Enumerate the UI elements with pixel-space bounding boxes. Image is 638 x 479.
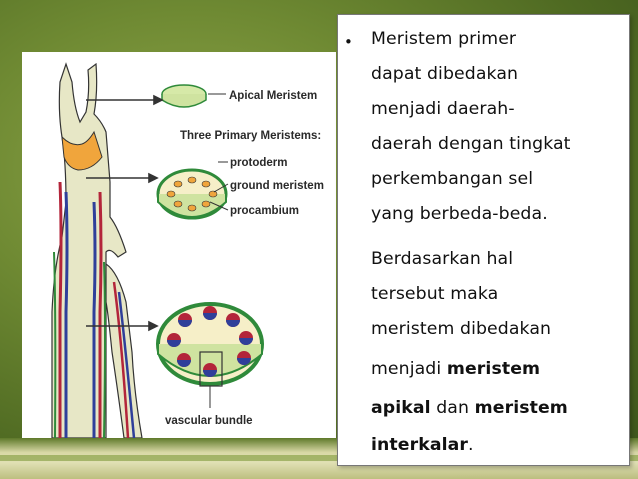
text-line-12 — [371, 435, 474, 455]
meristem-diagram-panel — [22, 52, 336, 438]
text-line-6: yang berbeda-beda. — [371, 204, 548, 224]
text-line-2: dapat dibedakan — [371, 64, 519, 84]
text-line-10-plain: menjadi — [371, 359, 447, 379]
stem-illustration — [52, 64, 142, 438]
label-three-primary-meristems: Three Primary Meristems: — [180, 130, 322, 142]
text-line-10-bold: meristem — [446, 359, 541, 379]
label-ground-meristem: ground meristem — [230, 180, 324, 192]
label-apical-meristem: Apical Meristem — [229, 90, 318, 102]
label-procambium: procambium — [230, 205, 300, 217]
label-protoderm: protoderm — [230, 157, 288, 169]
text-line-12-plain: . — [468, 435, 474, 455]
text-line-10 — [371, 359, 540, 379]
text-line-5: perkembangan sel — [371, 169, 534, 189]
meristem-diagram — [22, 52, 336, 438]
text-line-11-plain: dan — [430, 398, 475, 418]
text-line-7: Berdasarkan hal — [371, 249, 514, 269]
text-line-11 — [371, 398, 568, 418]
text-line-3: menjadi daerah- — [371, 99, 515, 119]
label-vascular-bundle: vascular bundle — [165, 415, 253, 427]
text-line-11-bold-meristem: meristem — [474, 398, 568, 418]
text-line-1: Meristem primer — [371, 29, 517, 49]
text-line-9: meristem dibedakan — [371, 319, 552, 339]
primary-meristem-disc — [158, 170, 226, 218]
apical-meristem-disc — [162, 85, 206, 107]
bullet-marker: • — [344, 33, 353, 51]
vascular-bundle-disc — [158, 304, 262, 386]
text-line-4: daerah dengan tingkat — [371, 134, 571, 154]
text-line-11-bold-apikal: apikal — [371, 398, 431, 418]
text-line-12-bold: interkalar — [371, 435, 468, 455]
text-line-8: tersebut maka — [371, 284, 499, 304]
